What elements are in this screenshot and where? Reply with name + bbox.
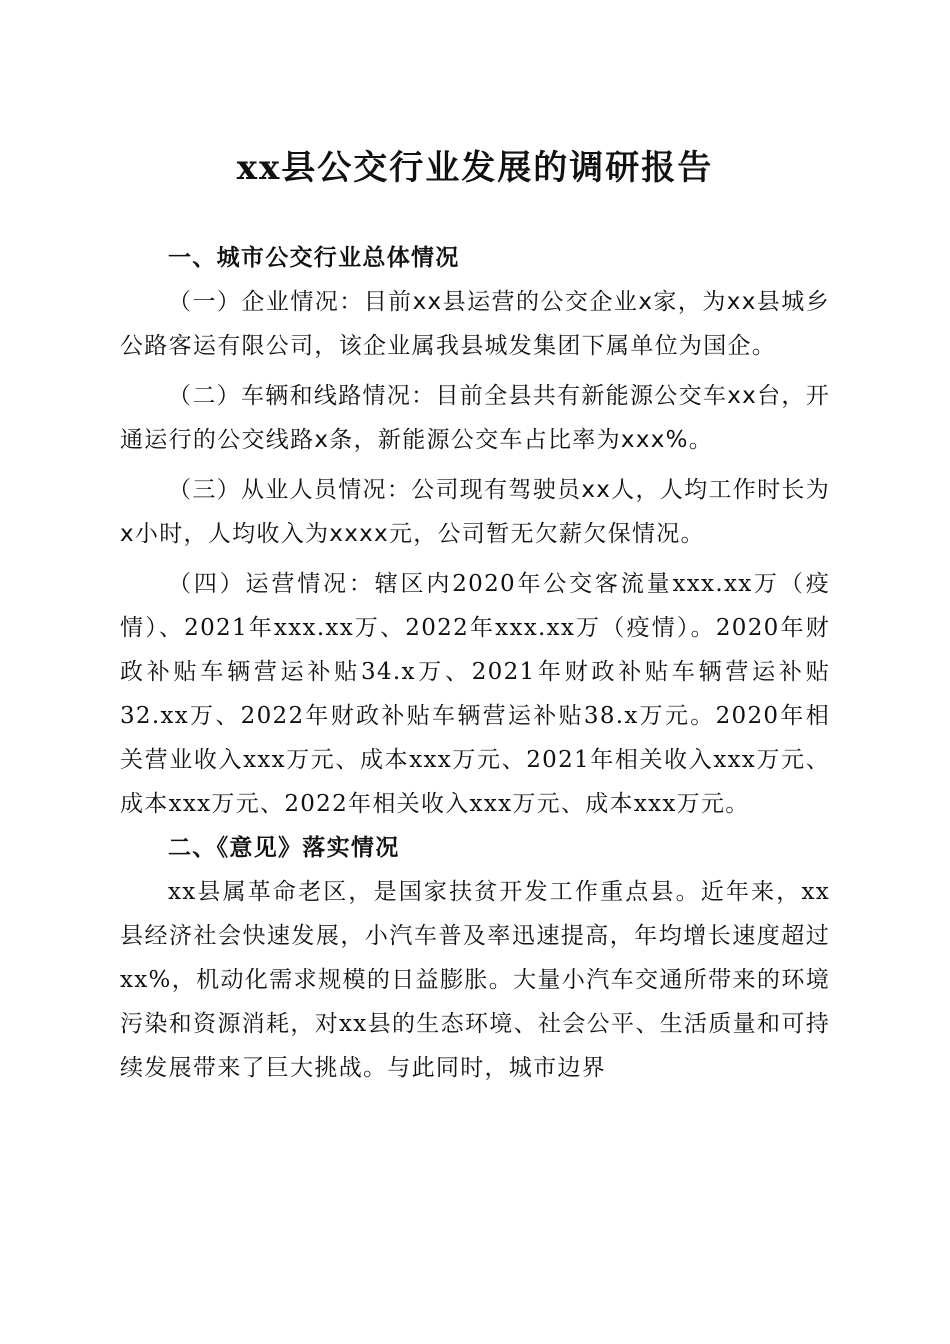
paragraph-staff: （三）从业人员情况：公司现有驾驶员xx人，人均工作时长为x小时，人均收入为xxxx元，公司暂无欠薪欠保情况。 xyxy=(120,477,830,547)
paragraph-implementation: xx县属革命老区，是国家扶贫开发工作重点县。近年来，xx县经济社会快速发展，小汽车普及率迅速提高，年均增长速度超过xx%，机动化需求规模的日益膨胀。大量小汽车交通所带来的环境污染和资源消耗，对xx县的生态环境、社会公平、生活质量和可持续发展带来了巨大挑战。与此同时，城市边界 xyxy=(120,879,830,1081)
section-1-heading: 一、城市公交行业总体情况 xyxy=(168,245,460,271)
document-body xyxy=(120,236,830,1090)
paragraph-enterprise: （一）企业情况：目前xx县运营的公交企业x家，为xx县城乡公路客运有限公司，该企业属我县城发集团下属单位为国企。 xyxy=(120,289,830,359)
document-title: xx县公交行业发展的调研报告 xyxy=(236,148,714,188)
section-2-heading: 二、《意见》落实情况 xyxy=(168,835,400,861)
paragraph-vehicles-routes: （二）车辆和线路情况：目前全县共有新能源公交车xx台，开通运行的公交线路x条，新能源公交车占比率为xxx%。 xyxy=(120,383,830,453)
paragraph-operations: （四）运营情况：辖区内2020年公交客流量xxx.xx万（疫情）、2021年xxx.xx万、2022年xxx.xx万（疫情）。2020年财政补贴车辆营运补贴34.x万、2021年财政补贴车辆营运补贴32.xx万、2022年财政补贴车辆营运补贴38.x万元。2020年相关营业收入xxx万元、成本xxx万元、2021年相关收入xxx万元、成本xxx万元、2022年相关收入xxx万元、成本xxx万元。 xyxy=(120,571,830,817)
